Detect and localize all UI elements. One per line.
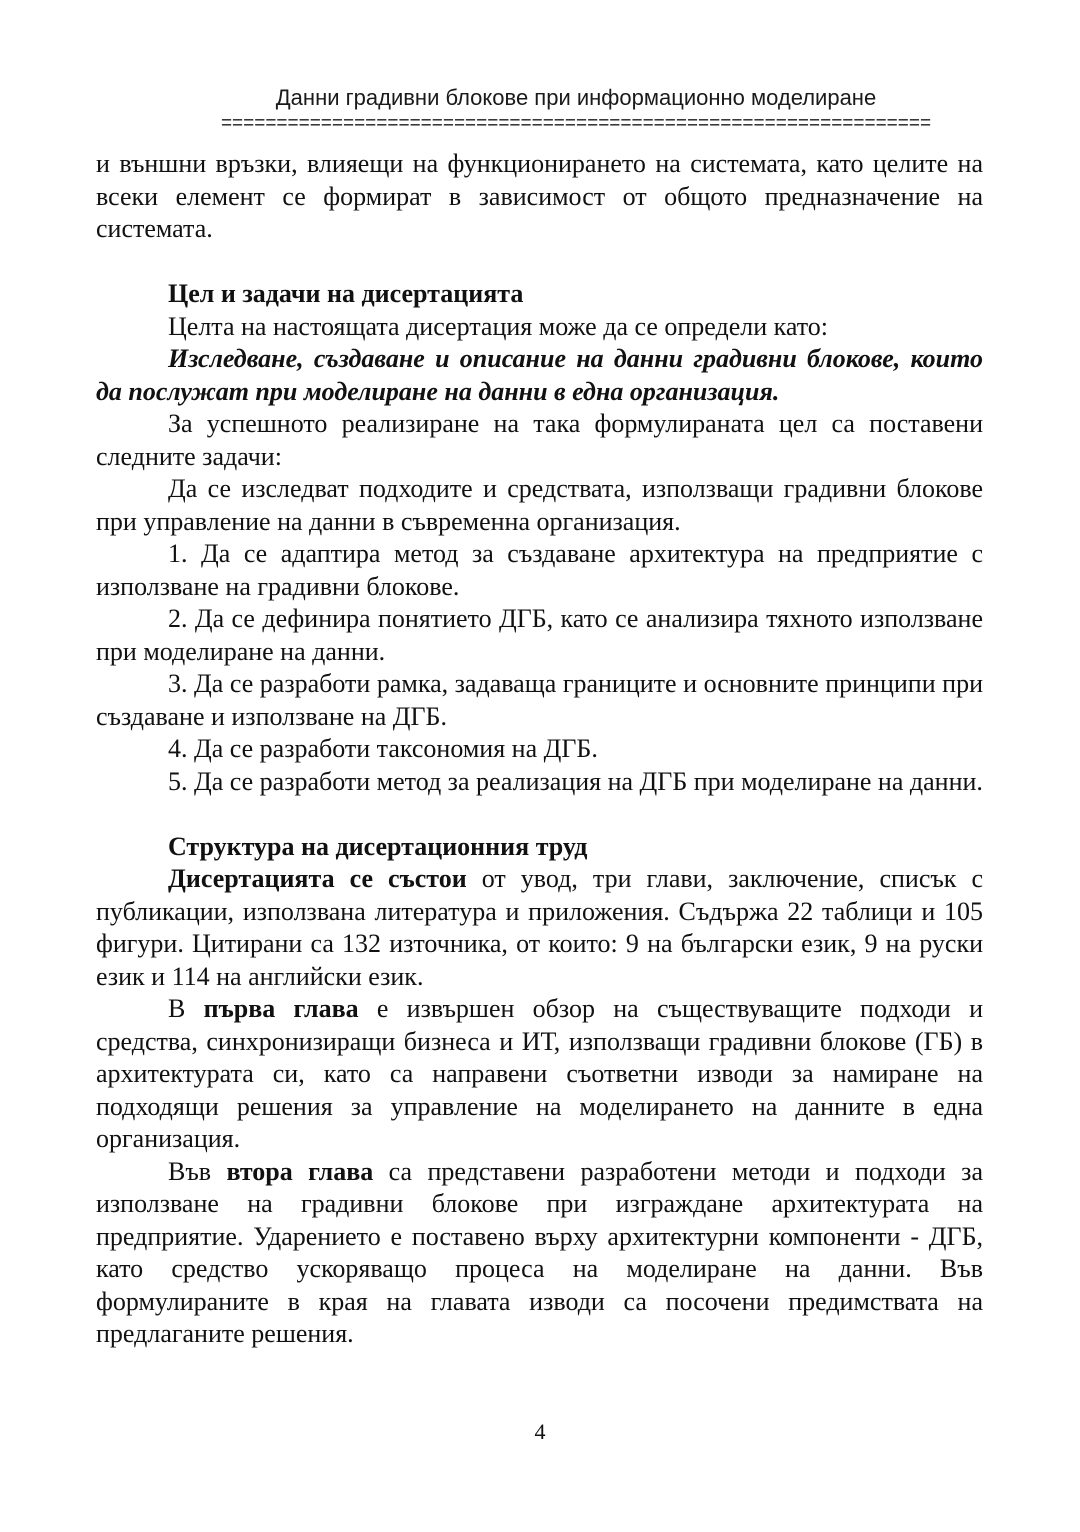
paragraph-structure: [96, 863, 983, 993]
paragraph-tasks-lead: За успешното реализиране на така формулираната цел са поставени следните задачи:: [96, 409, 983, 471]
paragraph-text: е извършен обзор на съществуващите подходи и средства, синхронизиращи бизнеса и ИТ, използващи градивни блокове (ГБ) в архитектурата си, като са направени съответни изводи за намиране на подходящи решения за управление на моделирането на данните в една организация.: [96, 994, 984, 1153]
running-header: Данни градивни блокове при информационно моделиране: [275, 85, 877, 110]
paragraph-text: Във: [168, 1156, 227, 1186]
bold-phrase: първа глава: [203, 994, 359, 1023]
paragraph-chapter-two: [96, 1156, 983, 1351]
bold-phrase: Дисертацията се състои: [168, 864, 467, 893]
task-item: 3. Да се разработи рамка, задаваща границите и основните принципи при създаване и използване на ДГБ.: [96, 669, 983, 731]
task-item: 5. Да се разработи метод за реализация на ДГБ при моделиране на данни.: [168, 766, 983, 796]
paragraph-goal-lead: Целта на настоящата дисертация може да се определи като:: [168, 311, 829, 341]
page-number: 4: [534, 1419, 546, 1444]
body-text: [96, 148, 983, 1351]
task-item: 1. Да се адаптира метод за създаване архитектура на предприятие с използване на градивни блокове.: [96, 539, 983, 601]
header-rule: ================================================================: [220, 113, 932, 134]
spacer: [96, 798, 983, 831]
task-item: Да се изследват подходите и средствата, използващи градивни блокове при управление на данни в съвременна организация.: [96, 474, 983, 536]
paragraph-text: В: [168, 994, 204, 1023]
paragraph-chapter-one: [96, 993, 983, 1156]
section-heading-goal: Цел и задачи на дисертацията: [168, 279, 524, 308]
bold-phrase: втора глава: [226, 1156, 374, 1186]
paragraph-text: са представени разработени методи и подходи за използване на градивни блокове при изграждане архитектурата на предприятие. Ударението е поставено върху архитектурни компоненти - ДГБ, като средство ускоряващо процеса на моделиране на данни. Във формулираните в края на главата изводи са посочени предимствата на предлаганите решения.: [96, 1156, 983, 1348]
task-item: 4. Да се разработи таксономия на ДГБ.: [168, 734, 598, 763]
spacer: [96, 246, 983, 279]
section-heading-structure: Структура на дисертационния труд: [168, 831, 588, 861]
paragraph-goal-statement: Изследване, създаване и описание на данни градивни блокове, които да послужат при моделиране на данни в една организация.: [96, 344, 983, 406]
paragraph-intro: и външни връзки, влияещи на функционирането на системата, като целите на всеки елемент се формират в зависимост от общото предназначение на системата.: [96, 149, 983, 243]
paragraph-text: от увод, три глави, заключение, списък с публикации, използвана литература и приложения. Съдържа 22 таблици и 105 фигури. Цитирани са 132 източника, от които: 9 на български език, 9 на руски език и 114 на английски език.: [96, 864, 983, 991]
task-item: 2. Да се дефинира понятието ДГБ, като се анализира тяхното използване при моделиране на данни.: [96, 604, 983, 666]
